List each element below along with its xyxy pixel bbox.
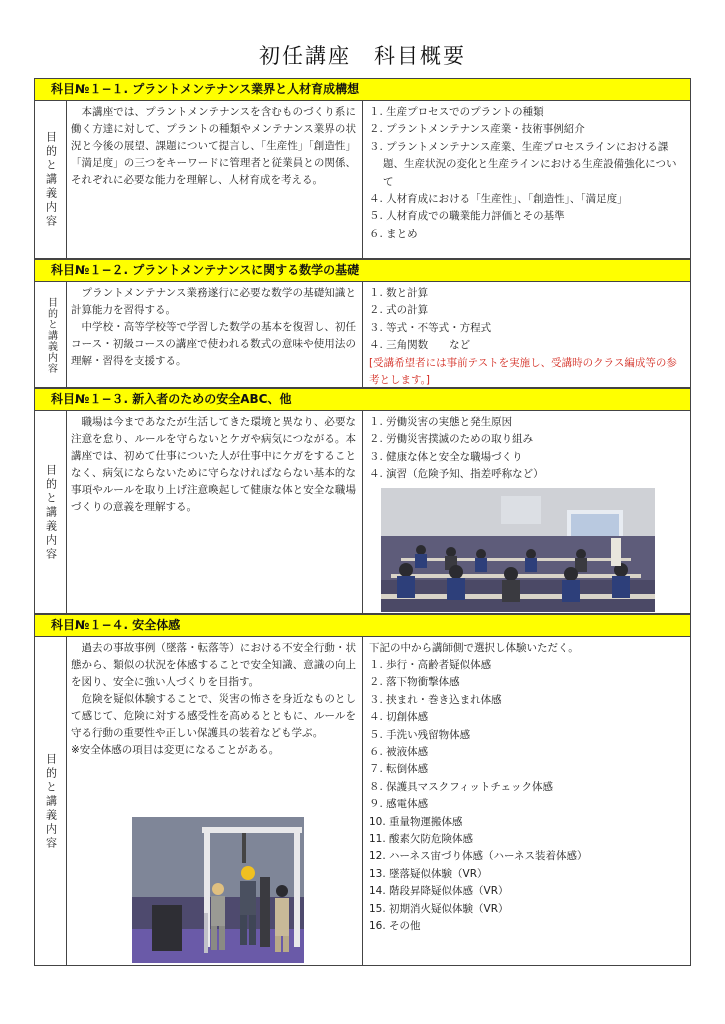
purpose-label-cell — [35, 637, 67, 966]
purpose-label-cell — [35, 411, 67, 614]
description-paragraph: プラントメンテナンス業務遂行に必要な数学の基礎知識と計算能力を習得する。 — [71, 287, 356, 316]
topic-item: ２. プラントメンテナンス産業・技術事例紹介 — [369, 123, 585, 136]
topic-item: 12. ハーネス宙づり体感（ハーネス装着体感） — [369, 850, 588, 863]
topic-list-cell — [363, 282, 690, 388]
section-header: 科目№１−２. プラントメンテナンスに関する数学の基礎 — [35, 260, 690, 282]
topic-item: １. 生産プロセスでのプラントの種類 — [369, 106, 544, 118]
purpose-label-cell — [35, 282, 67, 388]
topic-list — [369, 285, 686, 355]
purpose-label-cell — [35, 101, 67, 259]
topic-item: ５. 人材育成での職業能力評価とその基準 — [369, 210, 565, 223]
course-description — [67, 101, 363, 259]
course-section-4 — [34, 614, 691, 966]
topic-item: ３. 健康な体と安全な職場づくり — [369, 450, 523, 463]
purpose-label: 目的と講義内容 — [44, 463, 58, 562]
topic-item: ３. 等式・不等式・方程式 — [369, 321, 492, 334]
selection-intro: 下記の中から講師側で選択し体験いただく。 — [369, 642, 579, 654]
purpose-label: 目的と講義内容 — [44, 752, 58, 851]
classroom-photo — [381, 488, 655, 612]
topic-item: 11. 酸素欠防危険体感 — [369, 833, 474, 846]
topic-item: ９. 感電体感 — [369, 798, 429, 811]
topic-item: ３. 挟まれ・巻き込まれ体感 — [369, 693, 502, 706]
topic-list — [369, 104, 686, 243]
topic-item: ２. 労働災害撲滅のための取り組み — [369, 433, 534, 446]
course-section-2 — [34, 259, 691, 388]
course-section-1 — [34, 78, 691, 259]
topic-list-cell — [363, 411, 690, 614]
topic-item: ４. 人材育成における「生産性」、「創造性」、「満足度」 — [369, 193, 628, 206]
description-paragraph: 本講座では、プラントメンテナンスを含むものづくり系に働く方達に対して、プラントの種類やメンテナンス業界の状況と今後の展望、課題について提言し、「生産性」「創造性」「満足度」の三つをキーワードに管理者と従業員との関係、それぞれに必要な能力を理解し、人材育成を考える。 — [71, 106, 356, 186]
section-header: 科目№１−３. 新入者のための安全ABC、他 — [35, 389, 690, 411]
description-paragraph: 職場は今まであなたが生活してきた環境と異なり、必要な注意を怠り、ルールを守らないとケガや病気につながる。本講座では、初めて仕事についた人が仕事中にケガをすることなく、病気にならないために守らなければならない基本的な事項やルールを取り上げ注意喚起して健康な体と安全な職場づくりの意義を理解する。 — [71, 416, 356, 513]
topic-item: １. 数と計算 — [369, 287, 429, 299]
topic-item: １. 歩行・高齢者疑似体感 — [369, 659, 492, 671]
topic-item: 14. 階段昇降疑似体感（VR） — [369, 885, 509, 898]
topic-item: ４. 切創体感 — [369, 711, 429, 724]
topic-item: ４. 演習（危険予知、指差呼称など） — [369, 468, 544, 481]
topic-item: ４. 三角関数 など — [369, 339, 471, 352]
topic-item: ２. 落下物衝撃体感 — [369, 676, 460, 689]
topic-item: ３. プラントメンテナンス産業、生産プロセスラインにおける課題、生産状況の変化と生産ラインにおける生産設備強化について — [369, 140, 677, 188]
description-paragraph: 中学校・高等学校等で学習した数学の基本を復習し、初任コース・初級コースの講座で使われる数式の意味や使用法の理解・習得を支援する。 — [71, 321, 356, 367]
topic-item: ２. 式の計算 — [369, 304, 429, 317]
topic-item: １. 労働災害の実態と発生原因 — [369, 416, 513, 428]
section-header: 科目№１−１. プラントメンテナンス業界と人材育成構想 — [35, 79, 690, 101]
course-description — [67, 637, 363, 966]
topic-item: ７. 転倒体感 — [369, 763, 429, 776]
topic-list — [369, 657, 686, 936]
page-title: 初任講座 科目概要 — [259, 44, 466, 68]
topic-item: 16. その他 — [369, 920, 421, 933]
course-description — [67, 282, 363, 388]
topic-item: ８. 保護具マスクフィットチェック体感 — [369, 780, 554, 793]
section-header: 科目№１−４. 安全体感 — [35, 615, 690, 637]
description-paragraph: 危険を疑似体験することで、災害の怖さを身近なものとして感じて、危険に対する感受性を高めるとともに、ルールを守る行動の重要性や正しい保護具の装着なども学ぶ。 — [71, 693, 356, 739]
purpose-label: 目的と講義内容 — [44, 131, 58, 229]
topic-item: 13. 墜落疑似体験（VR） — [369, 867, 488, 880]
course-description — [67, 411, 363, 614]
pretest-note: [受講希望者には事前テストを実施し、受講時のクラス編成等の参考とします。] — [369, 356, 677, 386]
description-paragraph: 過去の事故事例（墜落・転落等）における不安全行動・状態から、類似の状況を体感することで安全知識、意識の向上を図り、安全に強い人づくりを目指す。 — [71, 642, 356, 688]
topic-item: ６. 被液体感 — [369, 746, 429, 759]
topic-item: ５. 手洗い残留物体感 — [369, 728, 471, 741]
safety-training-photo — [132, 817, 304, 963]
topic-item: ６. まとめ — [369, 227, 418, 240]
topic-list-cell — [363, 637, 690, 966]
change-note: ※安全体感の項目は変更になることがある。 — [71, 744, 280, 756]
topic-item: 10. 重量物運搬体感 — [369, 815, 463, 828]
topic-list — [369, 414, 686, 484]
topic-item: 15. 初期消火疑似体験（VR） — [369, 902, 509, 915]
course-section-3 — [34, 388, 691, 614]
topic-list-cell — [363, 101, 690, 259]
purpose-label: 目的と講義内容 — [45, 296, 57, 374]
